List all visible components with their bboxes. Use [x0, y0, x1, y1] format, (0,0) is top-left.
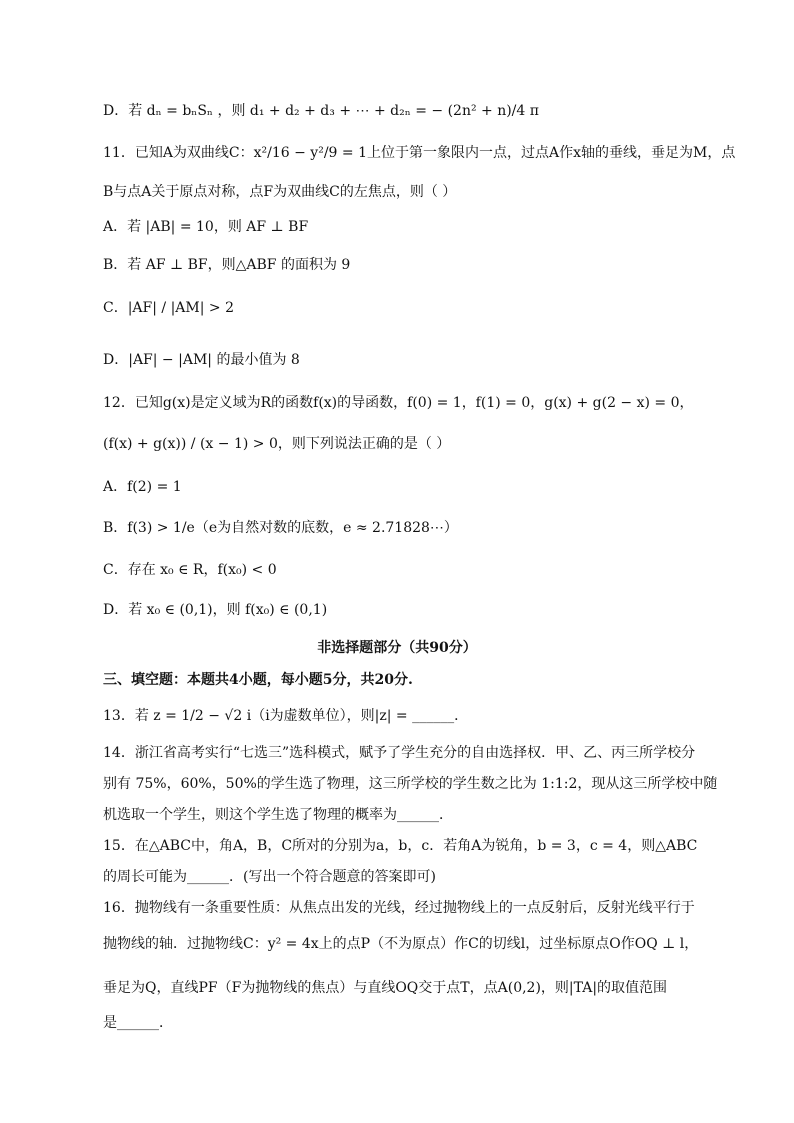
- option-d-q11: D．|AF| − |AM| 的最小值为 8: [103, 352, 300, 368]
- question-12-stem: 12．已知g(x)是定义域为R的函数f(x)的导函数，f(0) = 1，f(1) = 0，g(x) + g(2 − x) = 0，: [103, 395, 694, 411]
- question-16-line2: 抛物线的轴．过抛物线C：y² = 4x上的点P（不为原点）作C的切线l，过坐标原点O作OQ ⊥ l，: [103, 936, 699, 952]
- question-14-line3: 机选取一个学生，则这个学生选了物理的概率为______．: [103, 807, 453, 823]
- question-14-line1: 14．浙江省高考实行“七选三”选科模式，赋予了学生充分的自由选择权．甲、乙、丙三所学校分: [103, 745, 696, 761]
- option-c-q11: C．|AF| / |AM| > 2: [103, 300, 235, 316]
- question-15-line1: 15．在△ABC中，角A，B，C所对的分别为a，b，c．若角A为锐角，b = 3，c = 4，则△ABC: [103, 838, 698, 854]
- option-a-q12: A．f(2) = 1: [103, 479, 182, 495]
- option-a-q11: A．若 |AB| = 10，则 AF ⊥ BF: [103, 219, 309, 235]
- option-b-q11: B．若 AF ⊥ BF，则△ABF 的面积为 9: [103, 257, 351, 273]
- question-14-line2: 别有 75%，60%，50%的学生选了物理，这三所学校的学生数之比为 1:1:2，现从这三所学校中随: [103, 776, 718, 792]
- question-11-stem-cont: B与点A关于原点对称，点F为双曲线C的左焦点，则（ ）: [103, 184, 457, 200]
- question-13: 13．若 z = 1/2 − √2 i（i为虚数单位），则|z| = ______．: [103, 708, 469, 724]
- option-b-q12: B．f(3) > 1/e（e为自然对数的底数，e ≈ 2.71828⋯）: [103, 520, 458, 536]
- question-16-line4: 是______．: [103, 1015, 173, 1031]
- section-heading: 非选择题部分（共90分）: [317, 640, 477, 656]
- question-12-stem-cont: (f(x) + g(x)) / (x − 1) > 0，则下列说法正确的是（ ）: [103, 436, 451, 452]
- question-16-line3: 垂足为Q，直线PF（F为抛物线的焦点）与直线OQ交于点T，点A(0,2)，则|TA|的取值范围: [103, 980, 668, 996]
- option-d-q12: D．若 x₀ ∈ (0,1)，则 f(x₀) ∈ (0,1): [103, 602, 328, 618]
- option-d-q10: D．若 dₙ = bₙSₙ ，则 d₁ + d₂ + d₃ + ⋯ + d₂ₙ = − (2n² + n)/4 π: [103, 103, 539, 119]
- option-c-q12: C．存在 x₀ ∈ R，f(x₀) < 0: [103, 562, 277, 578]
- question-11-stem: 11．已知A为双曲线C：x²/16 − y²/9 = 1上位于第一象限内一点，过点A作x轴的垂线，垂足为M，点: [103, 145, 736, 161]
- question-16-line1: 16．抛物线有一条重要性质：从焦点出发的光线，经过抛物线上的一点反射后，反射光线平行于: [103, 900, 695, 916]
- part-three-heading: 三、填空题：本题共4小题，每小题5分，共20分.: [103, 672, 413, 688]
- question-15-line2: 的周长可能为______．(写出一个符合题意的答案即可): [103, 869, 436, 885]
